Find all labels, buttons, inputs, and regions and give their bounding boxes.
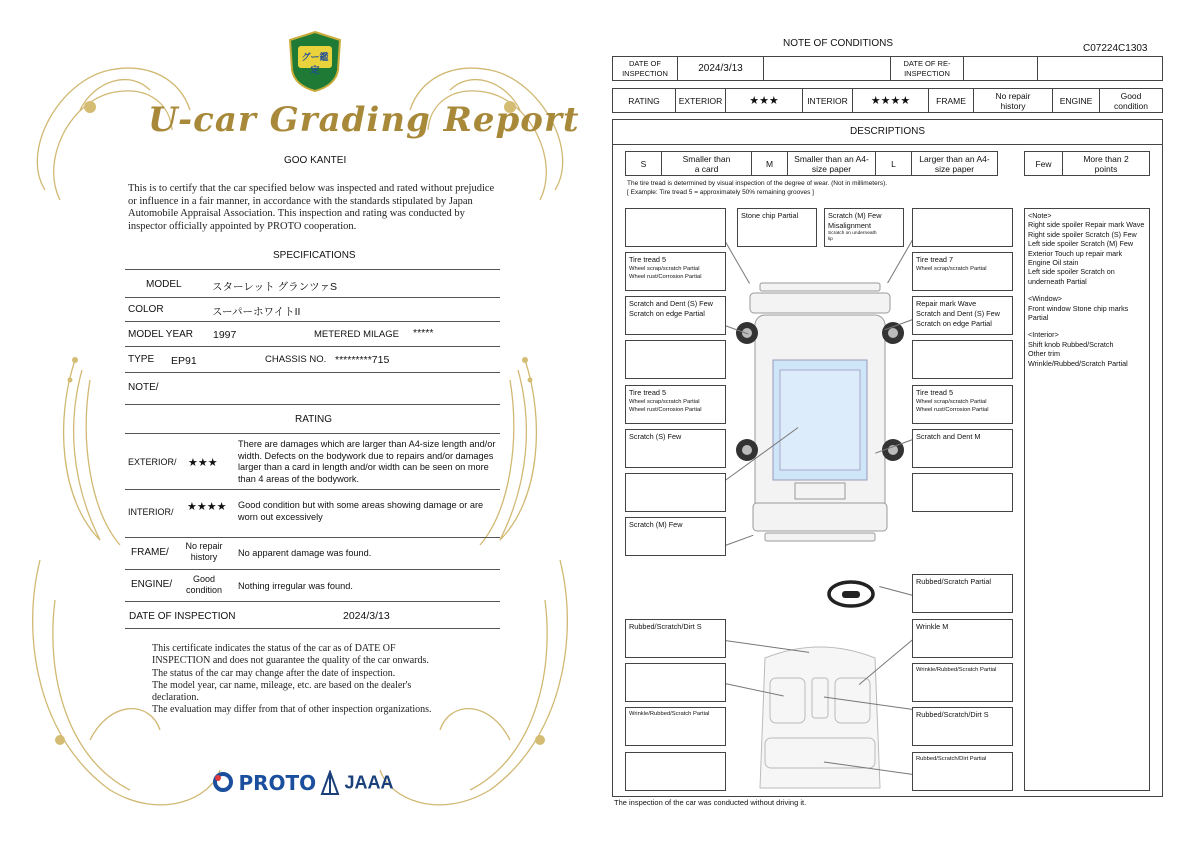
divider <box>125 628 500 629</box>
divider <box>125 346 500 347</box>
disclaimer-line: This certificate indicates the status of the car as of DATE OF <box>152 643 396 654</box>
interior-box-rear-seat <box>912 752 1013 791</box>
car-exterior-diagram <box>735 275 905 545</box>
model-label: MODEL <box>146 279 182 290</box>
disclaimer-line: The status of the car may change after the date of inspection. <box>152 667 396 679</box>
doi-label-text: DATE OF INSPECTION <box>622 58 668 78</box>
damage-text: Repair mark Wave <box>916 299 977 308</box>
date-of-inspection-value: 2024/3/13 <box>343 610 390 622</box>
damage-text: Rubbed/Scratch/Dirt S <box>916 710 989 719</box>
descriptions-heading <box>612 119 1163 145</box>
exterior-description: There are damages which are larger than A4-size length and/or width. Defects on the bodywork due to repairs and/or damages larger than a card in length and/or width can be seen on more than 4 areas of the bodywork. <box>238 439 496 484</box>
legend-m-desc-text: Smaller than an A4-size paper <box>794 153 869 174</box>
note-line: <Note> <box>1028 211 1052 220</box>
proto-mark-icon <box>212 770 234 796</box>
damage-text: Scratch and Dent M <box>916 432 981 441</box>
metered-mileage-value: ***** <box>413 327 434 339</box>
damage-box <box>625 208 726 247</box>
damage-box <box>625 663 726 702</box>
damage-box <box>912 340 1013 379</box>
damage-box-left-rear <box>625 429 726 468</box>
blank-cell <box>964 57 1038 80</box>
damage-text: Scratch (M) Few <box>828 211 882 220</box>
divider <box>125 297 500 298</box>
damage-box <box>625 473 726 512</box>
damage-box-front-bumper <box>824 208 904 247</box>
interior-stars-text: ★★★★ <box>870 94 911 107</box>
specifications-heading: SPECIFICATIONS <box>273 250 356 261</box>
damage-text: lip <box>828 237 833 242</box>
legend-few-desc-text: More than 2 points <box>1083 153 1129 174</box>
damage-box-rear <box>625 517 726 556</box>
interior-box-dashboard <box>625 619 726 658</box>
frame-value <box>974 89 1053 112</box>
reinspection-label <box>890 57 964 80</box>
frame-label <box>929 89 974 112</box>
damage-text: Scratch on edge Partial <box>629 309 705 318</box>
damage-text: Scratch and Dent (S) Few <box>916 309 1000 318</box>
divider <box>125 601 500 602</box>
note-line: Right side spoiler Scratch (S) Few <box>1028 229 1137 239</box>
color-value: スーパーホワイトII <box>212 306 301 318</box>
jaaa-mark-icon <box>320 770 340 796</box>
damage-box <box>912 208 1013 247</box>
divider <box>125 537 500 538</box>
damage-text: Scratch on edge Partial <box>916 319 992 328</box>
exterior-label: EXTERIOR/ <box>128 457 177 467</box>
damage-box-right-rear-wheel <box>912 385 1013 424</box>
model-year-value: 1997 <box>213 329 237 341</box>
damage-text: Wheel rust/Corrosion Partial <box>629 274 702 280</box>
doi-value <box>678 57 764 80</box>
rating-row <box>612 88 1163 113</box>
legend-m-text: M <box>765 158 774 169</box>
interior-box-steering <box>912 574 1013 613</box>
note-spacer <box>1028 286 1146 294</box>
damage-box-left-front-wheel <box>625 252 726 291</box>
reinspection-label-text: DATE OF RE-INSPECTION <box>903 58 951 78</box>
legend-s-text: S <box>640 158 647 169</box>
certification-statement: This is to certify that the car specified below was inspected and rated without prejudice or influence in a fair manner, in accordance with the standards stipulated by Japan Automobile Appraisal Association. This inspection and rating was conducted by inspector officially appointed by PROTO cooperation. <box>128 183 495 232</box>
damage-text: Scratch and Dent (S) Few <box>629 299 713 308</box>
chassis-label: CHASSIS NO. <box>265 354 327 365</box>
frame-value-text: No repair history <box>995 90 1031 111</box>
frame-label-text: FRAME <box>936 95 966 106</box>
disclaimer-line: declaration. <box>152 692 199 704</box>
jaaa-wordmark: JAAA <box>344 772 394 793</box>
damage-text: Rubbed/Scratch Partial <box>916 577 992 586</box>
damage-box <box>625 752 726 791</box>
engine-value <box>1100 89 1162 112</box>
damage-text: Scratch (M) Few <box>629 520 683 529</box>
notes-panel <box>1024 208 1150 791</box>
note-line: <Window> <box>1028 294 1062 304</box>
exterior-label-text: EXTERIOR <box>678 95 723 106</box>
damage-text: Wheel scrap/scratch Partial <box>916 266 987 272</box>
note-label: NOTE/ <box>128 382 159 393</box>
note-line: Exterior Touch up repair mark <box>1028 248 1123 258</box>
descriptions-heading-text: DESCRIPTIONS <box>849 126 925 137</box>
doi-label <box>613 57 678 80</box>
note-line: Left side spoiler Scratch on underneath Partial <box>1028 267 1115 286</box>
blank-cell <box>1038 57 1164 80</box>
steering-wheel-icon <box>826 578 876 610</box>
damage-box <box>912 473 1013 512</box>
model-value: スターレット グランツァS <box>212 281 338 293</box>
date-row <box>612 56 1163 81</box>
damage-text: Wheel scrap/scratch Partial <box>629 399 700 405</box>
damage-text: Wrinkle/Rubbed/Scratch Partial <box>916 667 997 673</box>
sheet-footer: The inspection of the car was conducted without driving it. <box>614 798 807 807</box>
damage-text: Stone chip Partial <box>741 211 799 220</box>
damage-box-right-front-wheel <box>912 252 1013 291</box>
engine-description: Nothing irregular was found. <box>238 581 353 591</box>
legend-s-desc <box>662 152 752 175</box>
engine-value-text: Good condition <box>1113 90 1149 111</box>
frame-description: No apparent damage was found. <box>238 548 372 558</box>
date-of-inspection-label: DATE OF INSPECTION <box>129 611 236 622</box>
damage-box-left-front <box>625 296 726 335</box>
damage-text: Rubbed/Scratch/Dirt S <box>629 622 702 631</box>
damage-text: Tire tread 5 <box>629 388 667 397</box>
damage-text: Scratch on underneath <box>828 231 877 236</box>
legend-l-desc-text: Larger than an A4-size paper <box>919 153 990 174</box>
damage-text: Scratch (S) Few <box>629 432 682 441</box>
exterior-stars <box>726 89 803 112</box>
damage-text: Wheel rust/Corrosion Partial <box>916 407 989 413</box>
note-line: <Interior> <box>1028 330 1059 340</box>
exterior-stars-text: ★★★ <box>749 94 779 107</box>
badge-label: グー鑑定 <box>301 52 329 75</box>
interior-box-left-trim <box>625 707 726 746</box>
tire-note: The tire tread is determined by visual inspection of the degree of wear. (Not in millimeters). <box>627 180 888 187</box>
damage-text: Tire tread 5 <box>629 255 667 264</box>
damage-box-right-front <box>912 296 1013 335</box>
rating-heading: RATING <box>295 414 333 425</box>
sheet-code: C07224C1303 <box>1083 43 1148 54</box>
interior-stars: ★★★★ <box>187 501 227 513</box>
damage-box-right-rear <box>912 429 1013 468</box>
legend-few <box>1025 152 1063 175</box>
damage-text: Tire tread 7 <box>916 255 954 264</box>
certificate-disclaimer <box>152 643 432 717</box>
engine-label <box>1053 89 1100 112</box>
disclaimer-line: INSPECTION and does not guarantee the quality of the car onwards. <box>152 655 429 667</box>
exterior-stars: ★★★ <box>188 457 218 469</box>
engine-label: ENGINE/ <box>131 579 173 590</box>
legend-l <box>876 152 912 175</box>
report-subtitle: GOO KANTEI <box>284 155 347 166</box>
metered-mileage-label: METERED MILAGE <box>314 329 399 340</box>
legend-few-text: Few <box>1035 158 1052 169</box>
rating-label <box>613 89 676 112</box>
type-value: EP91 <box>171 355 197 367</box>
tire-example: [ Example: Tire tread 5 = approximately 50% remaining grooves ] <box>627 189 814 196</box>
damage-box <box>625 340 726 379</box>
goo-kantei-badge <box>288 30 342 92</box>
note-line: Front window Stone chip marks Partial <box>1028 303 1129 323</box>
divider <box>125 569 500 570</box>
interior-label <box>803 89 853 112</box>
note-line: Right side spoiler Repair mark Wave <box>1028 220 1145 230</box>
frame-value: No repair history <box>185 541 223 562</box>
blank-cell <box>764 57 891 80</box>
damage-text: Wheel scrap/scratch Partial <box>629 266 700 272</box>
doi-value-text: 2024/3/13 <box>698 62 743 74</box>
chassis-value: *********715 <box>335 354 390 366</box>
car-interior-diagram <box>750 638 890 798</box>
damage-box-windshield <box>737 208 817 247</box>
legend-m <box>752 152 788 175</box>
size-legend <box>625 151 998 176</box>
divider <box>125 489 500 490</box>
interior-box-console <box>912 707 1013 746</box>
report-title: U-car Grading Report <box>148 100 580 140</box>
damage-text: Wheel rust/Corrosion Partial <box>629 407 702 413</box>
divider <box>125 404 500 405</box>
legend-l-desc <box>912 152 997 175</box>
interior-box-front-seat <box>912 619 1013 658</box>
damage-text: Rubbed/Scratch/Dirt Partial <box>916 756 987 762</box>
model-year-label: MODEL YEAR <box>128 329 194 340</box>
color-label: COLOR <box>128 304 164 315</box>
legend-s-desc-text: Smaller than a card <box>682 153 731 174</box>
legend-s <box>626 152 662 175</box>
divider <box>125 269 500 270</box>
interior-box-door-trim <box>912 663 1013 702</box>
damage-text: Wrinkle M <box>916 622 949 631</box>
frame-label: FRAME/ <box>131 547 169 558</box>
interior-description: Good condition but with some areas showing damage or are worn out excessively <box>238 500 484 522</box>
sheet-title: NOTE OF CONDITIONS <box>783 38 893 49</box>
damage-box-left-rear-wheel <box>625 385 726 424</box>
jaaa-logo <box>320 770 393 796</box>
interior-label-text: INTERIOR <box>807 95 848 106</box>
note-line: Other trim <box>1028 349 1060 359</box>
engine-label-text: ENGINE <box>1059 95 1093 106</box>
rating-label-text: RATING <box>628 95 660 106</box>
type-label: TYPE <box>128 354 155 365</box>
damage-text: Wheel scrap/scratch Partial <box>916 399 987 405</box>
damage-text: Wrinkle/Rubbed/Scratch Partial <box>629 711 710 717</box>
exterior-label <box>676 89 726 112</box>
note-line: Engine Oil stain <box>1028 258 1079 268</box>
legend-l-text: L <box>891 158 896 169</box>
legend-few-desc <box>1063 152 1149 175</box>
engine-value: Good condition <box>185 574 223 595</box>
interior-stars <box>853 89 929 112</box>
proto-logo <box>212 770 316 796</box>
interior-label: INTERIOR/ <box>128 507 174 517</box>
note-line: Left side spoiler Scratch (M) Few <box>1028 239 1134 249</box>
disclaimer-line: The evaluation may differ from that of other inspection organizations. <box>152 704 432 716</box>
legend-m-desc <box>788 152 876 175</box>
note-line: Wrinkle/Rubbed/Scratch Partial <box>1028 358 1128 368</box>
proto-wordmark: PROTO <box>238 771 317 795</box>
disclaimer-line: The model year, car name, mileage, etc. are based on the dealer's <box>152 679 412 691</box>
note-line: Shift knob Rubbed/Scratch <box>1028 339 1114 349</box>
divider <box>125 321 500 322</box>
damage-text: Tire tread 5 <box>916 388 954 397</box>
damage-text: Misalignment <box>828 221 871 230</box>
divider <box>125 372 500 373</box>
few-legend <box>1024 151 1150 176</box>
divider <box>125 433 500 434</box>
note-spacer <box>1028 322 1146 330</box>
